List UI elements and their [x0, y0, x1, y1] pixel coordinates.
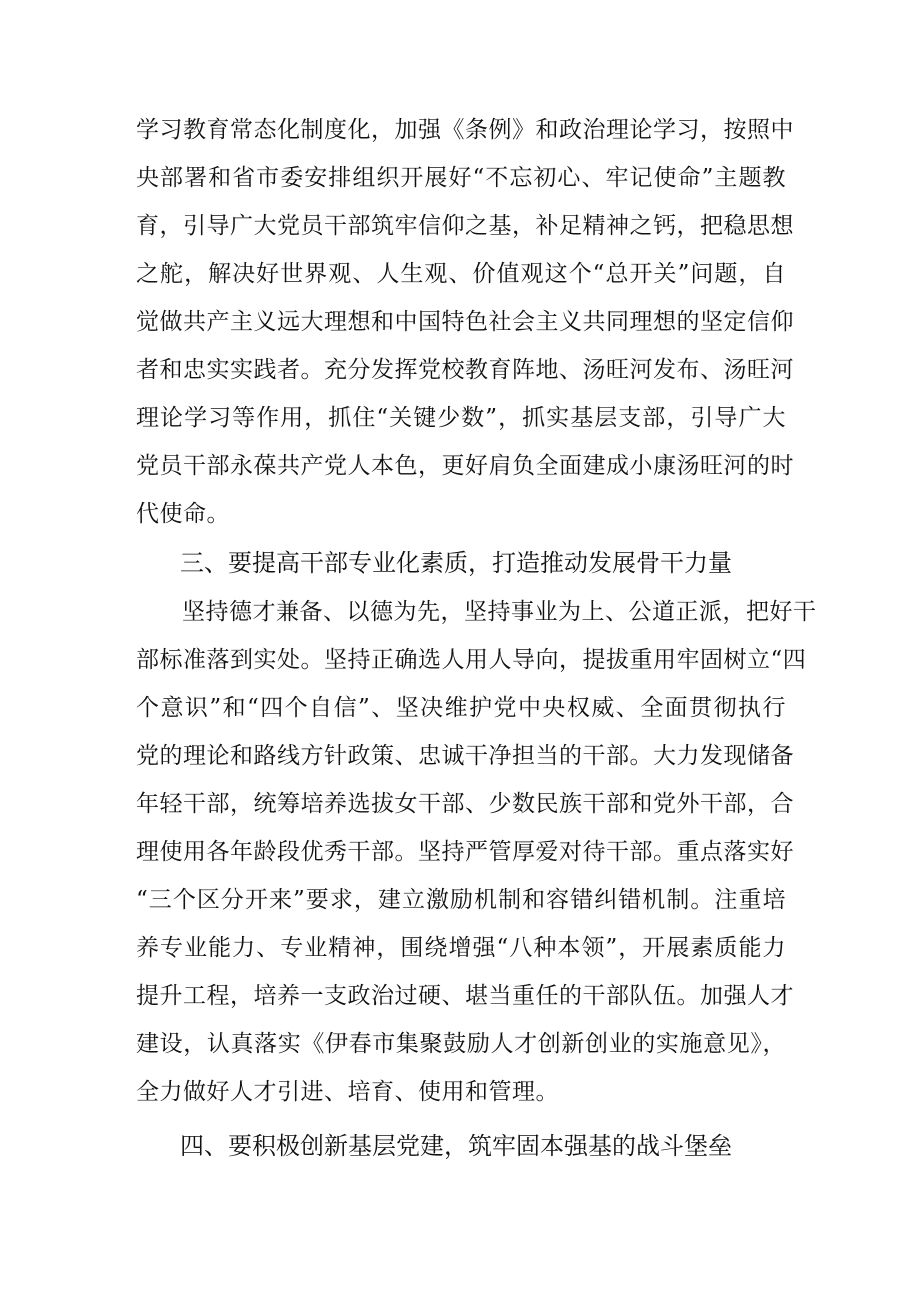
paragraph-line: 年轻干部，统筹培养选拔女干部、少数民族干部和党外干部，合 — [136, 791, 794, 817]
paragraph-line: 党员干部永葆共产党人本色，更好肩负全面建成小康汤旺河的时 — [136, 453, 794, 479]
paragraph-line: 觉做共产主义远大理想和中国特色社会主义共同理想的坚定信仰 — [136, 309, 794, 335]
paragraph-line: 学习教育常态化制度化，加强《条例》和政治理论学习，按照中 — [136, 117, 794, 143]
paragraph-line: 养专业能力、专业精神，围绕增强“八种本领”，开展素质能力 — [136, 935, 786, 961]
section-heading-3: 三、要提高干部专业化素质，打造推动发展骨干力量 — [180, 549, 732, 577]
paragraph-line: 代使命。 — [136, 501, 230, 527]
paragraph-line: 之舵，解决好世界观、人生观、价值观这个“总开关”问题，自 — [136, 261, 786, 287]
paragraph-line: 育，引导广大党员干部筑牢信仰之基，补足精神之钙，把稳思想 — [136, 213, 794, 239]
paragraph-line: 建设，认真落实《伊春市集聚鼓励人才创新创业的实施意见》， — [136, 1031, 786, 1057]
paragraph-line: 者和忠实实践者。充分发挥党校教育阵地、汤旺河发布、汤旺河 — [136, 357, 794, 383]
paragraph-line: 个意识”和“四个自信”、坚决维护党中央权威、全面贯彻执行 — [136, 695, 786, 721]
paragraph-line: 坚持德才兼备、以德为先，坚持事业为上、公道正派，把好干 — [182, 599, 817, 625]
paragraph-line: 理使用各年龄段优秀干部。坚持严管厚爱对待干部。重点落实好 — [136, 839, 794, 865]
paragraph-line: 党的理论和路线方针政策、忠诚干净担当的干部。大力发现储备 — [136, 743, 794, 769]
paragraph-line: “三个区分开来”要求，建立激励机制和容错纠错机制。注重培 — [136, 887, 786, 913]
paragraph-line: 理论学习等作用，抓住“关键少数”，抓实基层支部，引导广大 — [136, 405, 786, 431]
paragraph-line: 央部署和省市委安排组织开展好“不忘初心、牢记使命”主题教 — [136, 165, 786, 191]
paragraph-line: 提升工程，培养一支政治过硬、堪当重任的干部队伍。加强人才 — [136, 983, 794, 1009]
paragraph-line: 部标准落到实处。坚持正确选人用人导向，提拔重用牢固树立“四 — [136, 647, 807, 673]
section-heading-4: 四、要积极创新基层党建，筑牢固本强基的战斗堡垒 — [180, 1132, 732, 1160]
paragraph-line: 全力做好人才引进、培育、使用和管理。 — [136, 1079, 559, 1105]
